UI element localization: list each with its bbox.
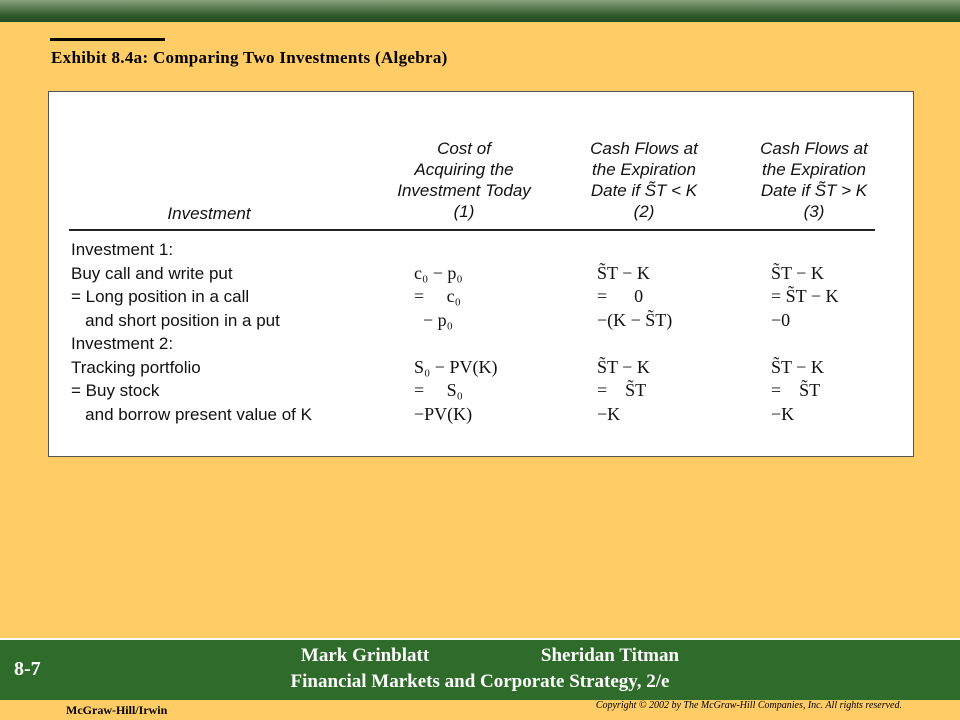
table-cell: S̃T − K: [597, 356, 650, 377]
header-cost: Cost of Acquiring the Investment Today (1): [397, 139, 531, 221]
table-cell: − p₀: [414, 309, 453, 330]
header-cashflow-below: Cash Flows at the Expiration Date if S̃T < K (2): [590, 139, 698, 221]
row-label: = Long position in a call: [71, 287, 250, 306]
table-cell: −K: [771, 403, 795, 424]
table-cell: = S̃T − K: [771, 286, 839, 306]
top-banner: [0, 0, 960, 22]
table-cell: −(K − S̃T): [597, 309, 673, 330]
table-cell: = S̃T: [597, 380, 647, 400]
table-cell: c₀ − p₀: [414, 262, 463, 283]
publisher: McGraw-Hill/Irwin: [66, 703, 168, 717]
exhibit-title: Exhibit 8.4a: Comparing Two Investments (Algebra): [51, 48, 448, 67]
table-cell: = c₀: [414, 286, 461, 306]
footer-bar: [0, 638, 960, 700]
title-accent-line: [50, 38, 165, 41]
table-cell: −PV(K): [414, 403, 473, 424]
table-cell: −0: [771, 309, 791, 330]
book-credits: [0, 643, 960, 695]
table-cell: S₀ − PV(K): [414, 356, 498, 377]
table-cell: S̃T − K: [771, 356, 824, 377]
book-title: Financial Markets and Corporate Strategy, 2/e: [290, 671, 670, 692]
table-cell: S̃T − K: [597, 262, 650, 283]
row-label: Buy call and write put: [71, 263, 233, 283]
slide-number: 8-7: [14, 658, 41, 680]
row-label: = Buy stock: [71, 381, 160, 400]
table-cell: = S₀: [414, 380, 463, 400]
row-label: and borrow present value of K: [71, 404, 312, 424]
author-2: Sheridan Titman: [540, 645, 680, 666]
table-cell: −K: [597, 403, 621, 424]
row-label: and short position in a put: [71, 310, 280, 330]
table-cell: = S̃T: [771, 380, 821, 400]
author-1: Mark Grinblatt: [300, 645, 430, 666]
row-label: Investment 1:: [71, 240, 174, 259]
table-cell: S̃T − K: [771, 262, 824, 283]
copyright-notice: Copyright © 2002 by The McGraw-Hill Companies, Inc. All rights reserved.: [595, 700, 902, 711]
header-rule: [69, 229, 875, 231]
table-cell: = 0: [597, 286, 644, 306]
row-label: Investment 2:: [71, 334, 174, 353]
header-investment: Investment: [167, 204, 251, 223]
row-label: Tracking portfolio: [71, 357, 201, 377]
exhibit-table-panel: [48, 91, 914, 457]
header-cashflow-above: Cash Flows at the Expiration Date if S̃T > K (3): [760, 139, 868, 221]
comparison-table: [49, 92, 913, 456]
